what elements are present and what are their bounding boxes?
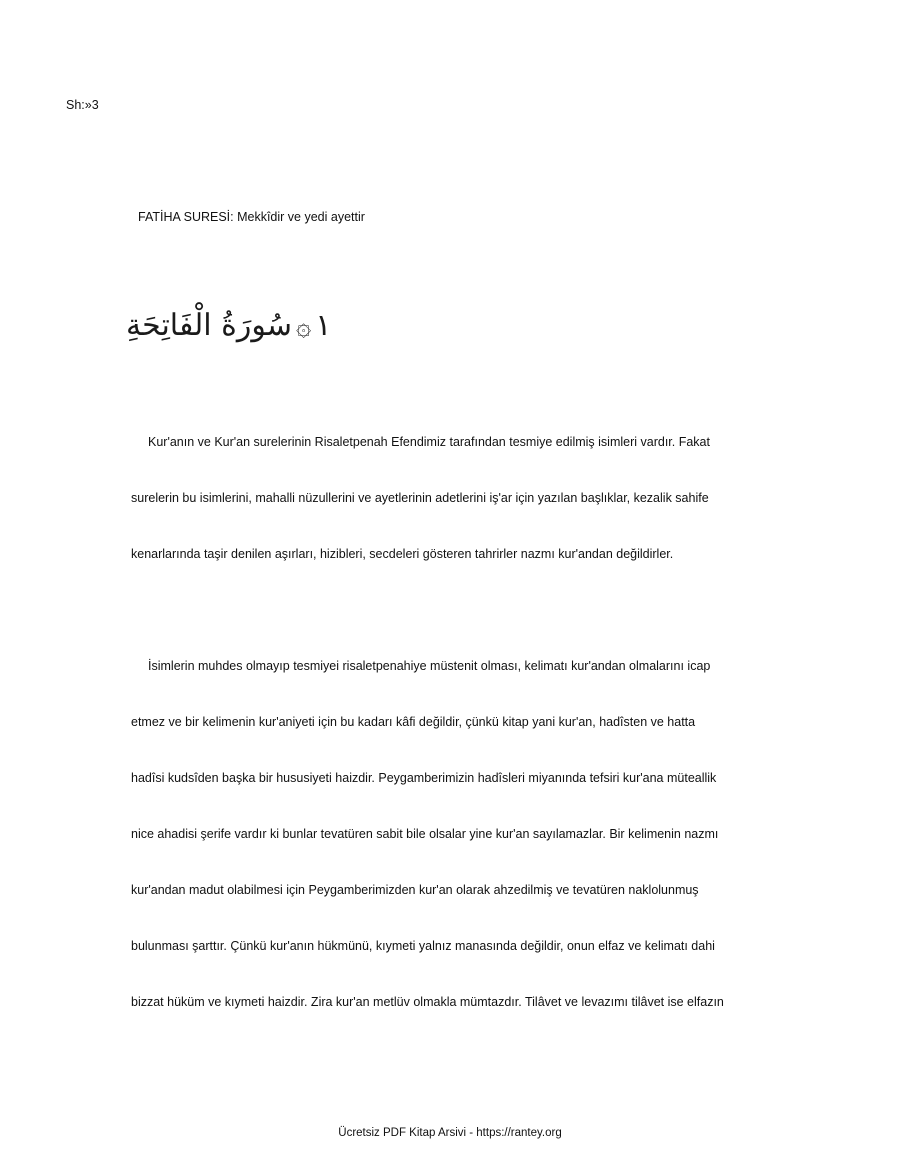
paragraph-2-line-3: hadîsi kudsîden başka bir hususiyeti haizdir. Peygamberimizin hadîsleri miyanında tefsiri kur'ana müteallik bbox=[131, 771, 717, 785]
arabic-sura-title bbox=[126, 296, 336, 366]
paragraph-2-line-6: bulunması şarttır. Çünkü kur'anın hükmünü, kıymeti yalnız manasında değildir, onun elfaz ve kelimatı dahi bbox=[131, 939, 715, 953]
paragraph-1-line-1: Kur'anın ve Kur'an surelerinin Risaletpenah Efendimiz tarafından tesmiye edilmiş isimleri vardır. Fakat bbox=[148, 435, 710, 449]
paragraph-2-line-1: İsimlerin muhdes olmayıp tesmiyei risaletpenahiye müstenit olması, kelimatı kur'andan olmalarını icap bbox=[148, 659, 711, 673]
paragraph-2-line-7: bizzat hüküm ve kıymeti haizdir. Zira kur'an metlüv olmakla mümtazdır. Tilâvet ve levazımı tilâvet ise elfazın bbox=[131, 995, 724, 1009]
paragraph-1-line-3: kenarlarında taşir denilen aşırları, hizibleri, secdeleri gösteren tahrirler nazmı kur'andan değildirler. bbox=[131, 547, 674, 561]
paragraph-1-line-2: surelerin bu isimlerini, mahalli nüzullerini ve ayetlerinin adetlerini iş'ar için yazılan başlıklar, kezalik sahife bbox=[131, 491, 709, 505]
footer-source: Ücretsiz PDF Kitap Arsivi - https://rantey.org bbox=[338, 1127, 562, 1139]
page-marker: Sh:»3 bbox=[66, 98, 99, 112]
paragraph-2-line-2: etmez ve bir kelimenin kur'aniyeti için bu kadarı kâfi değildir, çünkü kitap yani kur'an, hadîsten ve hatta bbox=[131, 715, 696, 729]
paragraph-2-line-4: nice ahadisi şerife vardır ki bunlar tevatüren sabit bile olsalar yine kur'an sayılamazlar. Bir kelimenin nazmı bbox=[131, 827, 719, 841]
ornament-icon: ۞ bbox=[295, 312, 312, 342]
sura-number: ١ bbox=[315, 308, 332, 343]
sura-name-arabic: سُورَةُ الْفَاتِحَةِ bbox=[126, 308, 292, 343]
sura-heading: FATİHA SURESİ: Mekkîdir ve yedi ayettir bbox=[138, 210, 365, 224]
paragraph-2-line-5: kur'andan madut olabilmesi için Peygamberimizden kur'an olarak ahzedilmiş ve tevatüren naklolunmuş bbox=[131, 883, 699, 897]
